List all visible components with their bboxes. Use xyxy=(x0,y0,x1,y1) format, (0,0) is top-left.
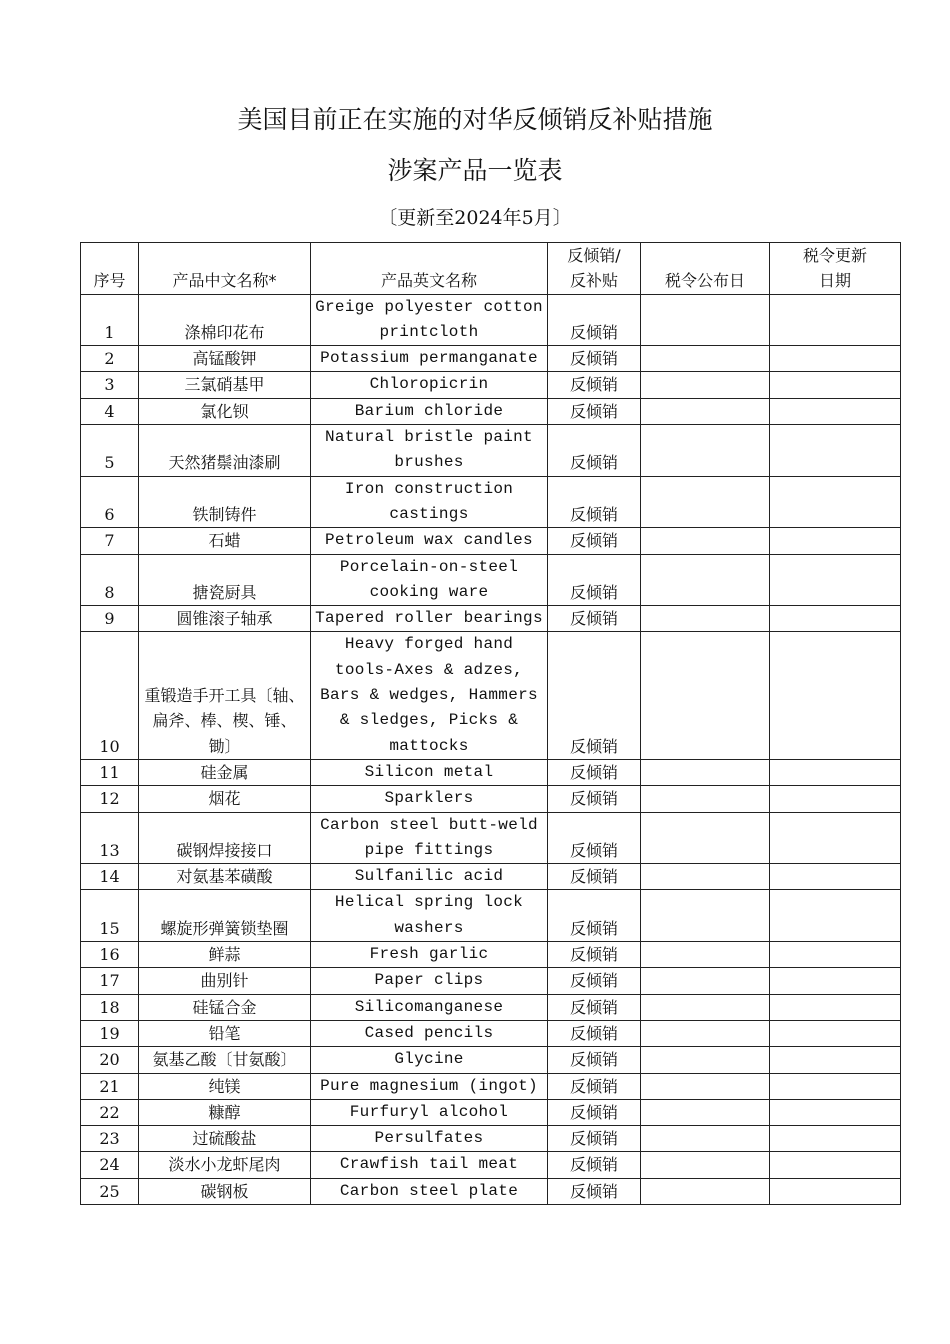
table-row xyxy=(81,812,901,864)
measure-type: 反倾销 xyxy=(548,528,641,554)
table-row xyxy=(81,968,901,994)
product-english-name: Potassium permanganate xyxy=(311,346,548,372)
row-number: 17 xyxy=(81,968,139,994)
product-table xyxy=(80,242,901,1205)
product-chinese-name: 烟花 xyxy=(139,786,311,812)
product-chinese-name: 曲别针 xyxy=(139,968,311,994)
header-update-date: 税令更新 日期 xyxy=(770,243,901,295)
order-date xyxy=(641,346,770,372)
update-date xyxy=(770,994,901,1020)
update-date xyxy=(770,554,901,606)
order-date xyxy=(641,294,770,346)
table-row xyxy=(81,372,901,398)
product-chinese-name: 硅金属 xyxy=(139,759,311,785)
order-date xyxy=(641,398,770,424)
update-date xyxy=(770,398,901,424)
product-chinese-name: 铅笔 xyxy=(139,1020,311,1046)
update-date xyxy=(770,759,901,785)
product-chinese-name: 淡水小龙虾尾肉 xyxy=(139,1152,311,1178)
header-measure-type: 反倾销/ 反补贴 xyxy=(548,243,641,295)
update-date xyxy=(770,968,901,994)
measure-type: 反倾销 xyxy=(548,294,641,346)
order-date xyxy=(641,1099,770,1125)
row-number: 6 xyxy=(81,476,139,528)
update-date xyxy=(770,476,901,528)
product-english-name: Furfuryl alcohol xyxy=(311,1099,548,1125)
measure-type: 反倾销 xyxy=(548,632,641,759)
order-date xyxy=(641,968,770,994)
product-english-name: Sulfanilic acid xyxy=(311,864,548,890)
product-english-name: Natural bristle paint brushes xyxy=(311,425,548,477)
measure-type: 反倾销 xyxy=(548,1178,641,1204)
row-number: 4 xyxy=(81,398,139,424)
product-english-name: Glycine xyxy=(311,1047,548,1073)
table-row xyxy=(81,1178,901,1204)
update-date xyxy=(770,632,901,759)
order-date xyxy=(641,1047,770,1073)
product-english-name: Pure magnesium (ingot) xyxy=(311,1073,548,1099)
order-date xyxy=(641,1126,770,1152)
product-chinese-name: 碳钢板 xyxy=(139,1178,311,1204)
row-number: 13 xyxy=(81,812,139,864)
product-chinese-name: 三氯硝基甲 xyxy=(139,372,311,398)
row-number: 20 xyxy=(81,1047,139,1073)
update-date xyxy=(770,890,901,942)
product-english-name: Fresh garlic xyxy=(311,942,548,968)
row-number: 12 xyxy=(81,786,139,812)
row-number: 21 xyxy=(81,1073,139,1099)
table-row xyxy=(81,1152,901,1178)
measure-type: 反倾销 xyxy=(548,1126,641,1152)
row-number: 18 xyxy=(81,994,139,1020)
product-english-name: Paper clips xyxy=(311,968,548,994)
product-chinese-name: 搪瓷厨具 xyxy=(139,554,311,606)
product-chinese-name: 硅锰合金 xyxy=(139,994,311,1020)
update-date xyxy=(770,606,901,632)
measure-type: 反倾销 xyxy=(548,1073,641,1099)
row-number: 25 xyxy=(81,1178,139,1204)
document-subtitle-title: 涉案产品一览表 xyxy=(387,156,563,185)
measure-type: 反倾销 xyxy=(548,942,641,968)
measure-type: 反倾销 xyxy=(548,346,641,372)
table-row xyxy=(81,864,901,890)
table-body xyxy=(81,294,901,1204)
order-date xyxy=(641,1152,770,1178)
update-date xyxy=(770,1126,901,1152)
table-row xyxy=(81,554,901,606)
product-english-name: Silicon metal xyxy=(311,759,548,785)
product-chinese-name: 纯镁 xyxy=(139,1073,311,1099)
product-english-name: Crawfish tail meat xyxy=(311,1152,548,1178)
measure-type: 反倾销 xyxy=(548,476,641,528)
product-chinese-name: 鲜蒜 xyxy=(139,942,311,968)
product-english-name: Heavy forged hand tools-Axes & adzes, Bars & wedges, Hammers & sledges, Picks & mattocks xyxy=(311,632,548,759)
measure-type: 反倾销 xyxy=(548,398,641,424)
row-number: 11 xyxy=(81,759,139,785)
product-english-name: Sparklers xyxy=(311,786,548,812)
measure-type: 反倾销 xyxy=(548,1152,641,1178)
order-date xyxy=(641,864,770,890)
measure-type: 反倾销 xyxy=(548,1020,641,1046)
table-header-row xyxy=(81,243,901,295)
measure-type: 反倾销 xyxy=(548,812,641,864)
update-date xyxy=(770,372,901,398)
product-english-name: Greige polyester cotton printcloth xyxy=(311,294,548,346)
measure-type: 反倾销 xyxy=(548,554,641,606)
product-chinese-name: 涤棉印花布 xyxy=(139,294,311,346)
measure-type: 反倾销 xyxy=(548,890,641,942)
row-number: 1 xyxy=(81,294,139,346)
row-number: 24 xyxy=(81,1152,139,1178)
update-date xyxy=(770,812,901,864)
order-date xyxy=(641,1020,770,1046)
table-row xyxy=(81,346,901,372)
row-number: 9 xyxy=(81,606,139,632)
table-row xyxy=(81,398,901,424)
product-english-name: Tapered roller bearings xyxy=(311,606,548,632)
product-chinese-name: 过硫酸盐 xyxy=(139,1126,311,1152)
row-number: 3 xyxy=(81,372,139,398)
order-date xyxy=(641,632,770,759)
product-chinese-name: 氯化钡 xyxy=(139,398,311,424)
order-date xyxy=(641,812,770,864)
order-date xyxy=(641,1073,770,1099)
product-english-name: Porcelain-on-steel cooking ware xyxy=(311,554,548,606)
table-row xyxy=(81,1099,901,1125)
row-number: 19 xyxy=(81,1020,139,1046)
measure-type: 反倾销 xyxy=(548,864,641,890)
product-chinese-name: 高锰酸钾 xyxy=(139,346,311,372)
update-date xyxy=(770,786,901,812)
order-date xyxy=(641,372,770,398)
product-chinese-name: 碳钢焊接接口 xyxy=(139,812,311,864)
update-date xyxy=(770,425,901,477)
product-chinese-name: 糠醇 xyxy=(139,1099,311,1125)
product-chinese-name: 氨基乙酸〔甘氨酸〕 xyxy=(139,1047,311,1073)
table-row xyxy=(81,476,901,528)
header-chinese-name: 产品中文名称* xyxy=(139,243,311,295)
row-number: 15 xyxy=(81,890,139,942)
update-date xyxy=(770,1178,901,1204)
row-number: 7 xyxy=(81,528,139,554)
order-date xyxy=(641,476,770,528)
order-date xyxy=(641,606,770,632)
product-chinese-name: 铁制铸件 xyxy=(139,476,311,528)
order-date xyxy=(641,994,770,1020)
measure-type: 反倾销 xyxy=(548,786,641,812)
product-chinese-name: 对氨基苯磺酸 xyxy=(139,864,311,890)
product-chinese-name: 天然猪鬃油漆刷 xyxy=(139,425,311,477)
measure-type: 反倾销 xyxy=(548,759,641,785)
order-date xyxy=(641,759,770,785)
row-number: 2 xyxy=(81,346,139,372)
product-english-name: Cased pencils xyxy=(311,1020,548,1046)
table-row xyxy=(81,994,901,1020)
header-no: 序号 xyxy=(81,243,139,295)
table-row xyxy=(81,890,901,942)
update-date xyxy=(770,1073,901,1099)
table-row xyxy=(81,1020,901,1046)
measure-type: 反倾销 xyxy=(548,606,641,632)
table-row xyxy=(81,786,901,812)
table-row xyxy=(81,942,901,968)
update-date xyxy=(770,1047,901,1073)
measure-type: 反倾销 xyxy=(548,994,641,1020)
order-date xyxy=(641,786,770,812)
measure-type: 反倾销 xyxy=(548,1099,641,1125)
table-row xyxy=(81,1126,901,1152)
product-chinese-name: 圆锥滚子轴承 xyxy=(139,606,311,632)
product-english-name: Petroleum wax candles xyxy=(311,528,548,554)
product-english-name: Barium chloride xyxy=(311,398,548,424)
table-row xyxy=(81,632,901,759)
row-number: 23 xyxy=(81,1126,139,1152)
table-row xyxy=(81,528,901,554)
product-english-name: Carbon steel butt-weld pipe fittings xyxy=(311,812,548,864)
product-english-name: Iron construction castings xyxy=(311,476,548,528)
table-row xyxy=(81,1073,901,1099)
update-date xyxy=(770,1152,901,1178)
table-row xyxy=(81,294,901,346)
row-number: 5 xyxy=(81,425,139,477)
update-date-note: 〔更新至2024年5月〕 xyxy=(378,207,572,229)
header-english-name: 产品英文名称 xyxy=(311,243,548,295)
product-english-name: Carbon steel plate xyxy=(311,1178,548,1204)
order-date xyxy=(641,1178,770,1204)
product-english-name: Persulfates xyxy=(311,1126,548,1152)
product-english-name: Silicomanganese xyxy=(311,994,548,1020)
product-english-name: Chloropicrin xyxy=(311,372,548,398)
product-chinese-name: 石蜡 xyxy=(139,528,311,554)
order-date xyxy=(641,554,770,606)
table-row xyxy=(81,425,901,477)
measure-type: 反倾销 xyxy=(548,968,641,994)
table-row xyxy=(81,606,901,632)
row-number: 22 xyxy=(81,1099,139,1125)
row-number: 10 xyxy=(81,632,139,759)
update-date xyxy=(770,346,901,372)
order-date xyxy=(641,942,770,968)
product-chinese-name: 重锻造手开工具〔轴、扁斧、棒、楔、锤、锄〕 xyxy=(139,632,311,759)
update-date xyxy=(770,864,901,890)
header-order-date: 税令公布日 xyxy=(641,243,770,295)
document-title: 美国目前正在实施的对华反倾销反补贴措施 xyxy=(237,105,713,134)
order-date xyxy=(641,425,770,477)
row-number: 8 xyxy=(81,554,139,606)
order-date xyxy=(641,890,770,942)
order-date xyxy=(641,528,770,554)
update-date xyxy=(770,294,901,346)
row-number: 16 xyxy=(81,942,139,968)
update-date xyxy=(770,1099,901,1125)
measure-type: 反倾销 xyxy=(548,1047,641,1073)
product-chinese-name: 螺旋形弹簧锁垫圈 xyxy=(139,890,311,942)
update-date xyxy=(770,1020,901,1046)
product-english-name: Helical spring lock washers xyxy=(311,890,548,942)
measure-type: 反倾销 xyxy=(548,372,641,398)
update-date xyxy=(770,942,901,968)
update-date xyxy=(770,528,901,554)
table-row xyxy=(81,1047,901,1073)
row-number: 14 xyxy=(81,864,139,890)
measure-type: 反倾销 xyxy=(548,425,641,477)
table-row xyxy=(81,759,901,785)
